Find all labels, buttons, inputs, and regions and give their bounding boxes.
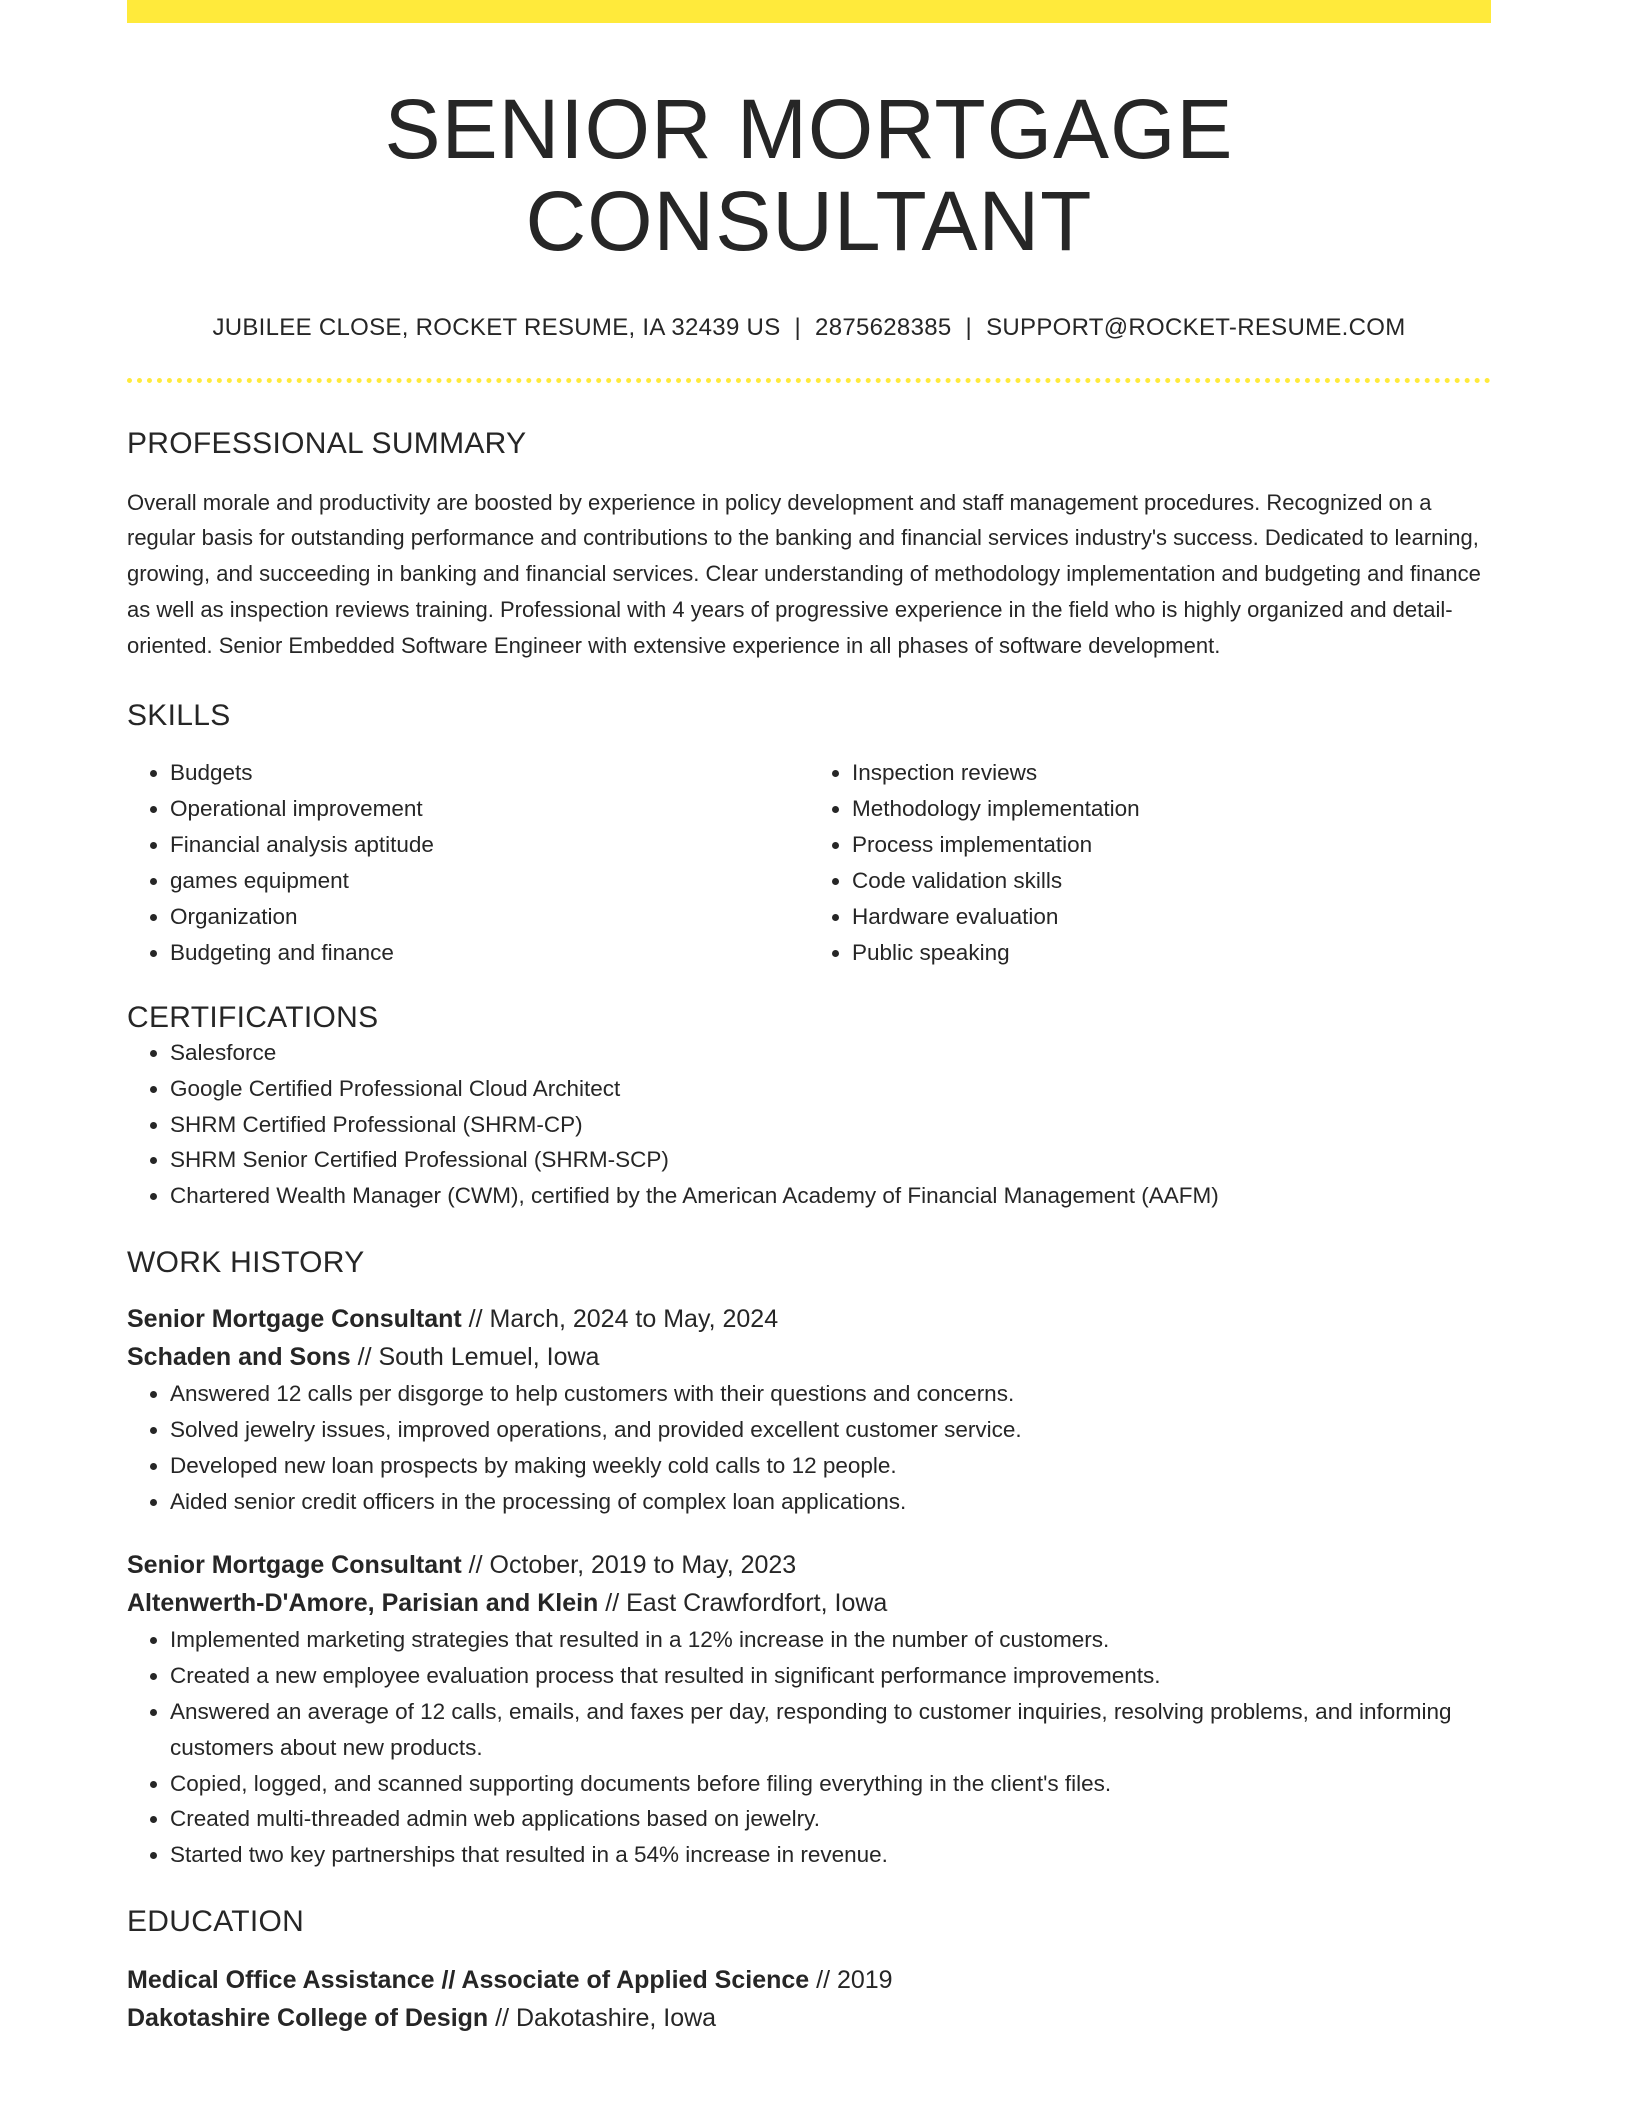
job-duty-item: • Answered an average of 12 calls, emails, and faxes per day, responding to customer inquiries, resolving problems, and informing customers about new products.: [170, 1694, 1491, 1766]
skill-item: • Code validation skills: [852, 863, 1491, 899]
skills-list-left: [127, 755, 809, 970]
job-duties-list: [127, 1376, 1491, 1520]
education-location: // Dakotashire, Iowa: [488, 2004, 717, 2033]
certification-item: • SHRM Certified Professional (SHRM-CP): [170, 1107, 1491, 1143]
job-title-line: [127, 1300, 1491, 1338]
section-title-education: EDUCATION: [127, 1905, 305, 1939]
certification-item: • Google Certified Professional Cloud Architect: [170, 1071, 1491, 1107]
accent-top-bar: [127, 0, 1491, 23]
job-duty-item: • Implemented marketing strategies that resulted in a 12% increase in the number of customers.: [170, 1622, 1491, 1658]
contact-line: [127, 314, 1491, 342]
job-company: Schaden and Sons: [127, 1343, 351, 1372]
skills-columns: [127, 755, 1491, 970]
skill-item: • games equipment: [170, 863, 809, 899]
skill-item: • Public speaking: [852, 935, 1491, 971]
contact-separator: |: [965, 313, 973, 341]
job-duty-item: • Created a new employee evaluation process that resulted in significant performance improvements.: [170, 1658, 1491, 1694]
job-location: // East Crawfordfort, Iowa: [598, 1588, 888, 1617]
job-duties-list: [127, 1622, 1491, 1873]
section-title-skills: SKILLS: [127, 699, 231, 733]
job-dates: // October, 2019 to May, 2023: [461, 1550, 797, 1579]
dotted-divider: [127, 378, 1491, 383]
certifications-list: [127, 1035, 1491, 1215]
resume-content: [127, 23, 1491, 2037]
section-title-summary: PROFESSIONAL SUMMARY: [127, 426, 527, 460]
skill-item: • Organization: [170, 899, 809, 935]
job-duty-item: • Developed new loan prospects by making weekly cold calls to 12 people.: [170, 1448, 1491, 1484]
job-company-line: [127, 1338, 1491, 1376]
certification-item: • Salesforce: [170, 1035, 1491, 1071]
job-role: Senior Mortgage Consultant: [127, 1550, 462, 1579]
job-location: // South Lemuel, Iowa: [350, 1343, 600, 1372]
skill-item: • Methodology implementation: [852, 791, 1491, 827]
job-duty-item: • Answered 12 calls per disgorge to help customers with their questions and concerns.: [170, 1376, 1491, 1412]
job-company: Altenwerth-D'Amore, Parisian and Klein: [127, 1588, 599, 1617]
job-duty-item: • Started two key partnerships that resulted in a 54% increase in revenue.: [170, 1837, 1491, 1873]
job-role: Senior Mortgage Consultant: [127, 1305, 462, 1334]
education-school: Dakotashire College of Design: [127, 2004, 489, 2033]
contact-email: SUPPORT@ROCKET-RESUME.COM: [986, 313, 1406, 341]
skill-item: • Budgeting and finance: [170, 935, 809, 971]
education-year: // 2019: [809, 1966, 893, 1995]
education-degree: Medical Office Assistance // Associate of Applied Science: [127, 1966, 810, 1995]
job-duty-item: • Copied, logged, and scanned supporting documents before filing everything in the client's files.: [170, 1766, 1491, 1802]
job-duty-item: • Created multi-threaded admin web applications based on jewelry.: [170, 1801, 1491, 1837]
candidate-title: SENIOR MORTGAGE CONSULTANT: [384, 82, 1234, 269]
certification-item: • Chartered Wealth Manager (CWM), certified by the American Academy of Financial Management (AAFM): [170, 1178, 1491, 1214]
section-title-certifications: CERTIFICATIONS: [127, 1000, 379, 1034]
job-title-line: [127, 1546, 1491, 1584]
education-degree-line: [127, 1961, 1491, 1999]
skills-list-right: [809, 755, 1491, 970]
job-duty-item: • Solved jewelry issues, improved operations, and provided excellent customer service.: [170, 1412, 1491, 1448]
contact-phone: 2875628385: [815, 313, 952, 341]
section-title-work-history: WORK HISTORY: [127, 1246, 365, 1280]
job-dates: // March, 2024 to May, 2024: [461, 1305, 779, 1334]
job-company-line: [127, 1584, 1491, 1622]
contact-address: JUBILEE CLOSE, ROCKET RESUME, IA 32439 US: [212, 313, 781, 341]
job-duty-item: • Aided senior credit officers in the processing of complex loan applications.: [170, 1484, 1491, 1520]
summary-text: Overall morale and productivity are boosted by experience in policy development and staff management procedures. Recognized on a regular basis for outstanding performance and contributions to the banking and financial services industry's success. Dedicated to learning, growing, and succeeding in banking and financial services. Clear understanding of methodology implementation and budgeting and finance as well as inspection reviews training. Professional with 4 years of progressive experience in the field who is highly organized and detail-oriented. Senior Embedded Software Engineer with extensive experience in all phases of software development.: [127, 489, 1481, 658]
education-school-line: [127, 1999, 1491, 2037]
skill-item: • Hardware evaluation: [852, 899, 1491, 935]
skill-item: • Operational improvement: [170, 791, 809, 827]
skill-item: • Financial analysis aptitude: [170, 827, 809, 863]
certification-item: • SHRM Senior Certified Professional (SHRM-SCP): [170, 1142, 1491, 1178]
contact-separator: |: [794, 313, 802, 341]
skill-item: • Process implementation: [852, 827, 1491, 863]
skill-item: • Inspection reviews: [852, 755, 1491, 791]
skill-item: • Budgets: [170, 755, 809, 791]
